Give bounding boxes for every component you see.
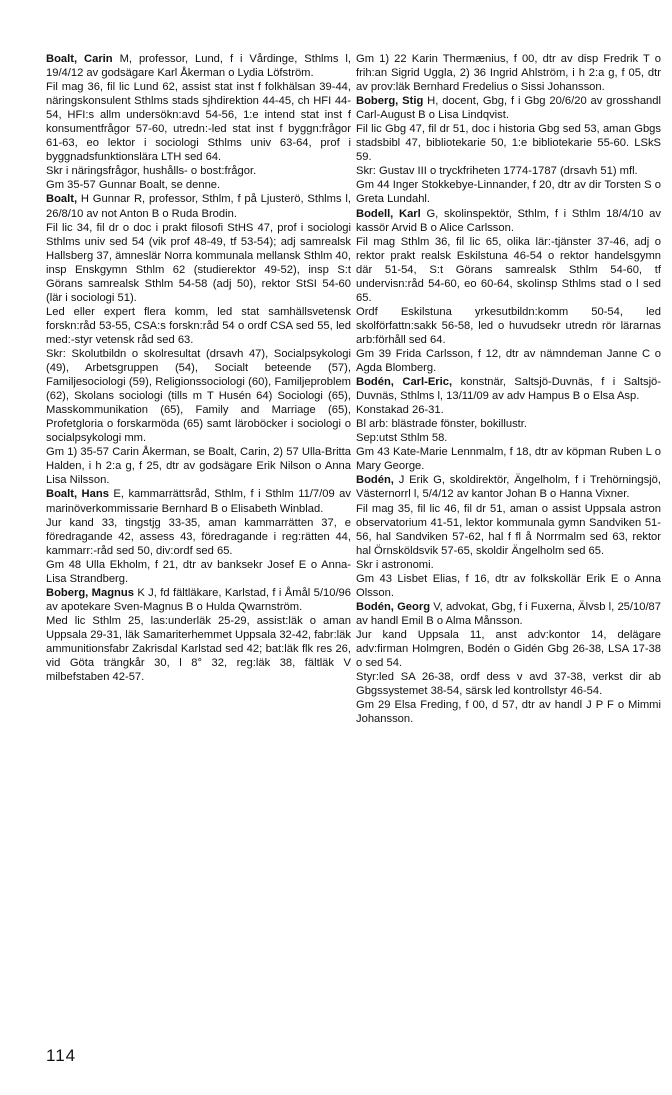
entry-text: V, advokat, Gbg, f i Fuxerna, Älvsb l, 25/10/87 av handl Emil B o Alma Månsson. — [356, 600, 661, 627]
entry-text: Sep:utst Sthlm 58. — [356, 432, 448, 445]
entry-paragraph — [356, 235, 661, 305]
biography-entry — [46, 52, 351, 80]
entry-paragraph — [356, 164, 661, 178]
entry-name: Bodell, Karl — [356, 207, 421, 220]
entry-text: Gm 29 Elsa Freding, f 00, d 57, dtr av handl J P F o Mimmi Johansson. — [356, 699, 661, 726]
biography-entry — [356, 600, 661, 628]
biography-entry — [356, 473, 661, 501]
entry-paragraph — [356, 403, 661, 417]
entry-text: H Gunnar R, professor, Sthlm, f på Ljusterö, Sthlms l, 26/8/10 av not Anton B o Ruda Brodin. — [46, 193, 351, 220]
entry-text: Led eller expert flera komm, led stat samhällsvetensk forskn:råd 53-55, CSA:s forskn:råd 54 o ordf CSA sed 55, led med:-styr vetensk råd sed 63. — [46, 305, 351, 346]
entry-text: Fil lic 34, fil dr o doc i prakt filosofi StHS 47, prof i sociologi Sthlms univ sed 54 (vik prof 48-49, tf 53-54); adj samrealsk Hallsberg 37, ämneslär Norra kommunala mellansk Sthlm 40, insp Enskgymn Sthlm 62 (studierektor 49-52), insp S:t Görans samrealsk Sthlm 54-58 (adj 50), rektor StSI 54-60 (lär i sociologi 51). — [46, 221, 351, 304]
entry-text: Jur kand Uppsala 11, anst adv:kontor 14, delägare adv:firman Holmgren, Bodén o Gidén Gbg 26-38, LSA 17-38 o sed 54. — [356, 628, 661, 670]
entry-paragraph — [356, 558, 661, 572]
entry-paragraph — [356, 431, 661, 445]
entry-paragraph — [356, 628, 661, 670]
entry-text: Fil lic Gbg 47, fil dr 51, doc i historia Gbg sed 53, aman Gbgs stadsbibl 47, bibliotekarie 50, 1:e bibliotekarie 55-60. LSkS 59. — [356, 123, 661, 164]
entry-text: Bl arb: blästrade fönster, bokillustr. — [356, 418, 528, 431]
entry-paragraph — [356, 417, 661, 431]
entry-text: Gm 1) 35-57 Carin Åkerman, se Boalt, Carin, 2) 57 Ulla-Britta Halden, i h 2:a g, f 25, dtr av godsägare Erik Nilson o Anna Lisa Nilsson. — [46, 446, 351, 487]
entry-text: J Erik G, skoldirektör, Ängelholm, f i Trehörningsjö, Västernorrl l, 5/4/12 av kantor Johan B o Hanna Vixner. — [356, 474, 661, 501]
entry-paragraph — [46, 80, 351, 164]
entry-text: Fil mag 36, fil lic Lund 62, assist stat inst f folkhälsan 39-44, näringskonsulent Sthlms stads sjhdirektion 44-45, ch HFI 44-54, HFI:s allm undersökn:avd 54-56, 1:e intend stat inst f konsumentfrågor 57-60, utredn:-led stat inst f byggn:frågor 61-63, eo lektor i sociologi Sthlms univ 63-64, prof i byggnadsfunktionslära LTH sed 64. — [46, 81, 351, 164]
entry-paragraph — [46, 516, 351, 558]
entry-paragraph — [356, 178, 661, 206]
entry-paragraph — [356, 445, 661, 473]
entry-text: Gm 35-57 Gunnar Boalt, se denne. — [46, 179, 221, 192]
entry-text: Jur kand 33, tingstjg 33-35, aman kammarrätten 37, e föredragande 42, assess 43, föredragande i reg:rätten 44, kammarr:-råd sed 50, div:ordf sed 65. — [46, 516, 351, 557]
entry-paragraph — [46, 558, 351, 586]
entry-paragraph — [356, 305, 661, 347]
entry-text: Ordf Eskilstuna yrkesutbildn:komm 50-54, led skolförfattn:sakk 56-58, led o huvudsekr utredn rör lärarnas arb:förhåll sed 64. — [356, 305, 661, 346]
entry-paragraph — [46, 164, 351, 178]
entry-text: Skr i astronomi. — [356, 558, 434, 571]
right-column — [356, 52, 661, 726]
entry-text: M, professor, Lund, f i Vårdinge, Sthlms l, 19/4/12 av godsägare Karl Åkerman o Lydia Löfström. — [46, 53, 351, 80]
entry-text: Gm 39 Frida Carlsson, f 12, dtr av nämndeman Janne C o Agda Blomberg. — [356, 347, 661, 375]
biography-entry — [356, 375, 661, 403]
entry-text: Gm 44 Inger Stokkebye-Linnander, f 20, dtr av dir Torsten S o Greta Lundahl. — [356, 179, 661, 206]
entry-text: E, kammarrättsråd, Sthlm, f i Sthlm 11/7/09 av marinöverkommissarie Bernhard B o Elisabeth Winblad. — [46, 488, 351, 515]
entry-name: Bodén, Georg — [356, 600, 431, 613]
entry-paragraph — [46, 178, 351, 192]
left-column — [46, 52, 351, 684]
entry-paragraph — [46, 445, 351, 487]
entry-name: Bodén, Carl-Eric, — [356, 376, 453, 389]
entry-text: Gm 43 Lisbet Elias, f 16, dtr av folkskollär Erik E o Anna Olsson. — [356, 572, 661, 599]
entry-paragraph — [356, 347, 661, 375]
entry-text: Skr i näringsfrågor, hushålls- o bost:frågor. — [46, 165, 257, 178]
entry-paragraph — [46, 614, 351, 684]
entry-text: G, skolinspektör, Sthlm, f i Sthlm 18/4/10 av kassör Arvid B o Alice Carlsson. — [356, 207, 661, 234]
entry-name: Boberg, Magnus — [46, 586, 134, 599]
biography-entry — [46, 586, 351, 614]
entry-name: Boalt, — [46, 193, 78, 206]
entry-text: Skr: Gustav III o tryckfriheten 1774-1787 (drsavh 51) mfl. — [356, 165, 638, 178]
entry-text: K J, fd fältläkare, Karlstad, f i Åmål 5/10/96 av apotekare Sven-Magnus B o Hulda Qwarnström. — [46, 586, 351, 613]
entry-paragraph — [356, 670, 661, 698]
entry-name: Boalt, Carin — [46, 53, 113, 65]
entry-text: H, docent, Gbg, f i Gbg 20/6/20 av grosshandl Carl-August B o Lisa Lindqvist. — [356, 95, 661, 122]
biography-entry — [356, 207, 661, 235]
entry-text: Fil mag 35, fil lic 46, fil dr 51, aman o assist Uppsala astron observatorium 41-51, lektor kommunala gymn Sandviken 51-56, hal Sandviken 57-62, hal f fl å Norrmalm sed 63, rektor hal Örnsköldsvik 57-65, skoldir Ängelholm sed 65. — [356, 502, 661, 557]
entry-text: Konstakad 26-31. — [356, 404, 444, 417]
entry-text: Skr: Skolutbildn o skolresultat (drsavh 47), Socialpsykologi (49), Arbetsgruppen (54), Socialt beteende (57), Familjesociologi (59), Religionssociologi (60), Familjeproblem (62), Skolans sociologi (tills m T Husén 64) Sociologi (65), Masskommunikation (65), Family and Marriage (65), Profetgloria o forskarmöda (65) samt läroböcker i sociologi o socialpsykologi mm. — [46, 347, 351, 445]
entry-paragraph — [356, 502, 661, 558]
entry-paragraph — [356, 122, 661, 164]
entry-paragraph — [356, 52, 661, 94]
entry-name: Bodén, — [356, 474, 394, 487]
entry-paragraph — [46, 221, 351, 305]
entry-text: Gm 48 Ulla Ekholm, f 21, dtr av banksekr Josef E o Anna-Lisa Strandberg. — [46, 558, 351, 585]
entry-paragraph — [356, 572, 661, 600]
biography-entry — [46, 487, 351, 515]
entry-text: Med lic Sthlm 25, las:underläk 25-29, assist:läk o aman Uppsala 29-31, läk Samariterhemmet Uppsala 32-42, fabr:läk ammunitionsfabr Zakrisdal Karlstad sed 42; bat:läk flk res 26, vid Göta trängkår 30, l 8° 32, reg:läk 38, fältläk V milbefstaben 42-57. — [46, 614, 351, 684]
entry-text: konstnär, Saltsjö-Duvnäs, f i Saltsjö-Duvnäs, Sthlms l, 13/11/09 av adv Hampus B o Elsa Asp. — [356, 376, 661, 403]
entry-paragraph — [46, 347, 351, 445]
biography-entry — [356, 94, 661, 122]
entry-name: Boberg, Stig — [356, 95, 424, 108]
entry-text: Gm 1) 22 Karin Thermænius, f 00, dtr av disp Fredrik T o frih:an Sigrid Uggla, 2) 36 Ingrid Ahlström, i h 2:a g, f 05, dtr av prov:läk Bernhard Fredelius o Sissi Johansson. — [356, 53, 661, 94]
entry-text: Styr:led SA 26-38, ordf dess v avd 37-38, verkst dir ab Gbgssystemet 38-54, särsk led kontrollstyr 46-54. — [356, 671, 661, 698]
entry-paragraph — [46, 305, 351, 347]
page-number: 114 — [46, 1046, 77, 1065]
entry-text: Gm 43 Kate-Marie Lennmalm, f 18, dtr av köpman Ruben L o Mary George. — [356, 446, 661, 473]
entry-name: Boalt, Hans — [46, 488, 109, 501]
entry-paragraph — [356, 698, 661, 726]
biography-entry — [46, 192, 351, 220]
entry-text: Fil mag Sthlm 36, fil lic 65, olika lär:-tjänster 37-46, adj o rektor prakt realsk Eskilstuna 46-54 o rektor handelsgymn där 51-54, S:t Görans samrealsk Sthlm 54-60, tf undervisn:råd 54-60, eo 60-64, skolinsp Sthlms stad o l sed 65. — [356, 235, 661, 304]
